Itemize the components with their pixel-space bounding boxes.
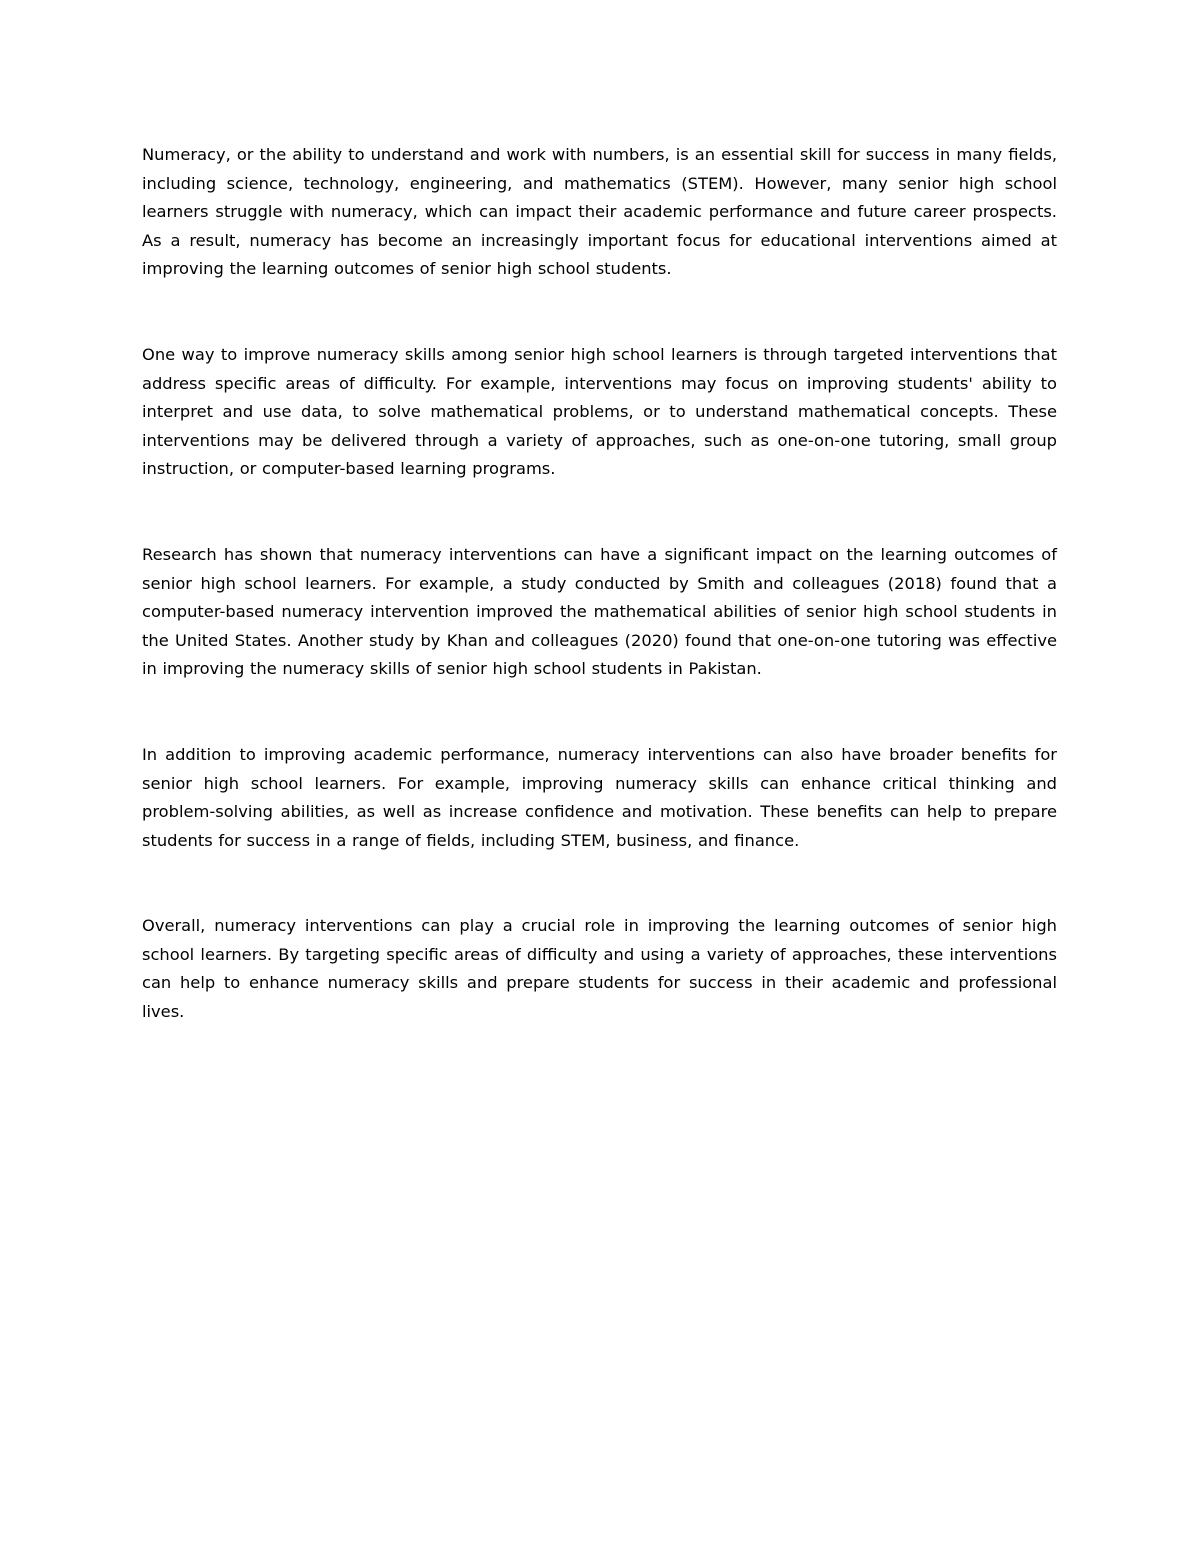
paragraph-2: One way to improve numeracy skills among senior high school learners is through targeted interventions that address specific areas of difficulty. For example, interventions may focus on improving students' ability to interpret and use data, to solve mathematical problems, or to understand mathematical concepts. These interventions may be delivered through a variety of approaches, such as one-on-one tutoring, small group instruction, or computer-based learning programs. bbox=[142, 344, 1057, 479]
paragraph-3: Research has shown that numeracy interventions can have a significant impact on the learning outcomes of senior high school learners. For example, a study conducted by Smith and colleagues (2018) found that a computer-based numeracy intervention improved the mathematical abilities of senior high school students in the United States. Another study by Khan and colleagues (2020) found that one-on-one tutoring was effective in improving the numeracy skills of senior high school students in Pakistan. bbox=[142, 544, 1057, 679]
paragraph-4: In addition to improving academic performance, numeracy interventions can also have broader benefits for senior high school learners. For example, improving numeracy skills can enhance critical thinking and problem-solving abilities, as well as increase confidence and motivation. These benefits can help to prepare students for success in a range of fields, including STEM, business, and finance. bbox=[142, 744, 1057, 850]
document-body bbox=[142, 141, 1057, 1027]
paragraph-1: Numeracy, or the ability to understand and work with numbers, is an essential skill for success in many fields, including science, technology, engineering, and mathematics (STEM). However, many senior high school learners struggle with numeracy, which can impact their academic performance and future career prospects. As a result, numeracy has become an increasingly important focus for educational interventions aimed at improving the learning outcomes of senior high school students. bbox=[142, 145, 1057, 279]
paragraph-5: Overall, numeracy interventions can play a crucial role in improving the learning outcomes of senior high school learners. By targeting specific areas of difficulty and using a variety of approaches, these interventions can help to enhance numeracy skills and prepare students for success in their academic and professional lives. bbox=[142, 916, 1057, 1022]
